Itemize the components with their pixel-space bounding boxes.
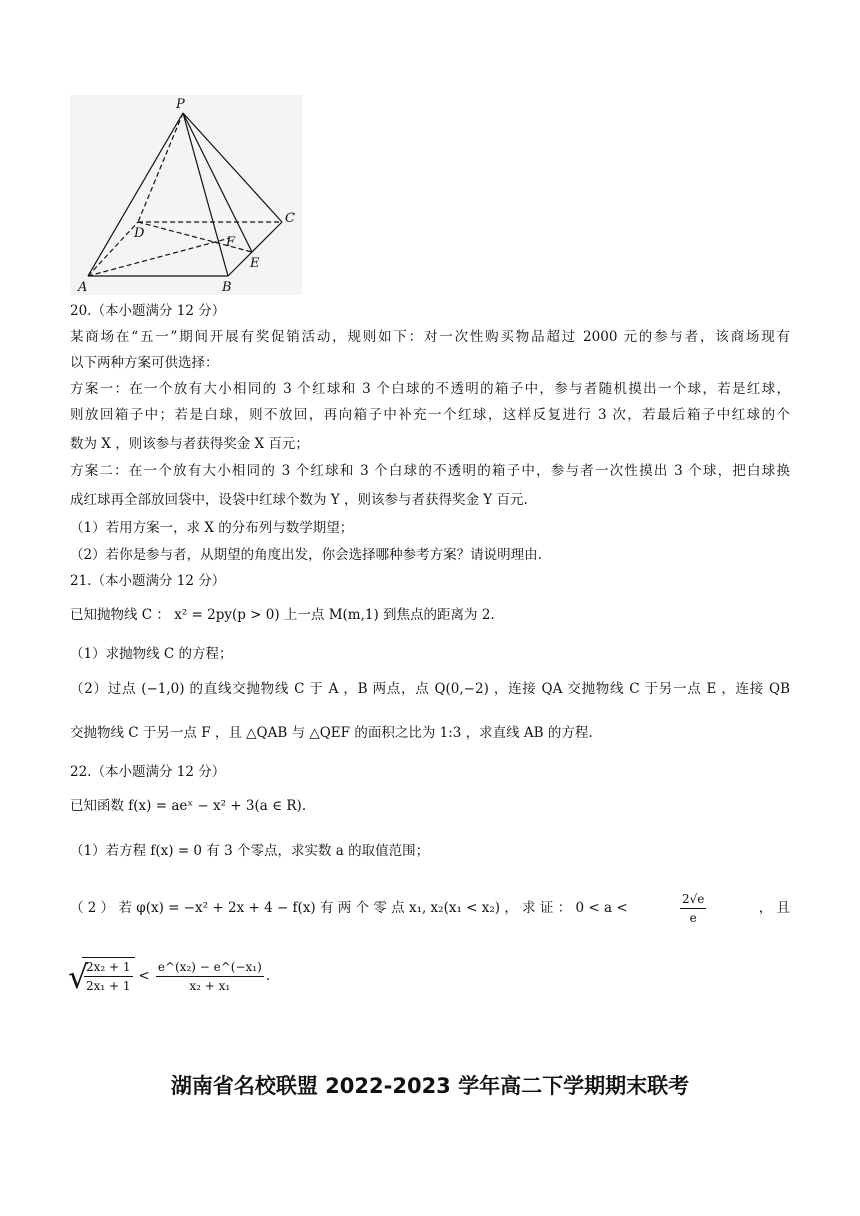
q22-line-2: （1）若方程 f(x) = 0 有 3 个零点，求实数 a 的取值范围；	[70, 843, 430, 859]
q20-line-7: 成红球再全部放回袋中，设袋中红球个数为 Y ，则该参与者获得奖金 Y 百元.	[70, 492, 528, 508]
q21-line-3: （2）过点 (−1,0) 的直线交抛物线 C 于 A ，B 两点，点 Q(0,−2) ，连接 QA 交抛物线 C 于另一点 E ，连接 QB	[70, 681, 790, 697]
q20-header: 20.（本小题满分 12 分）	[70, 303, 226, 319]
pyramid-figure	[70, 95, 302, 295]
q21-line-1: 已知抛物线 C ： x² = 2py(p > 0) 上一点 M(m,1) 到焦点的距离为 2.	[70, 607, 495, 623]
label-B: B	[222, 280, 232, 295]
label-D: D	[134, 226, 145, 241]
q20-line-2: 以下两种方案可供选择：	[70, 355, 219, 371]
q22-header: 22.（本小题满分 12 分）	[70, 764, 226, 780]
label-E: E	[250, 256, 260, 271]
q22-rhs-fraction	[156, 958, 264, 995]
q22-line-3-text: （ 2 ） 若 φ(x) = −x² + 2x + 4 − f(x) 有 两 个 零 点 x₁, x₂(x₁ < x₂) ， 求 证 ： 0 < a <	[70, 900, 628, 916]
q22-line-4	[70, 948, 790, 1004]
q22-bound-fraction	[680, 890, 706, 927]
label-F: F	[226, 235, 236, 250]
q20-line-4: 则放回箱子中；若是白球，则不放回，再向箱子中补充一个红球，这样反复进行 3 次，若最后箱子中红球的个	[70, 407, 790, 423]
exam-title: 湖南省名校联盟 2022-2023 学年高二下学期期末联考	[170, 1074, 690, 1098]
q22-sqrt-fraction	[84, 958, 133, 995]
q21-header: 21.（本小题满分 12 分）	[70, 573, 226, 589]
q22-bound-numerator: 2√e	[680, 890, 706, 909]
pyramid-diagram	[70, 95, 302, 295]
q22-rhs-numerator: e^(x₂) − e^(−x₁)	[156, 958, 264, 977]
q22-sqrt-numerator: √ 2x₂ + 1	[84, 958, 133, 977]
q20-line-3: 方案一：在一个放有大小相同的 3 个红球和 3 个白球的不透明的箱子中，参与者随机摸出一个球，若是红球，	[70, 381, 790, 397]
q20-line-5: 数为 X ，则该参与者获得奖金 X 百元；	[70, 436, 309, 452]
q21-line-2: （1）求抛物线 C 的方程；	[70, 646, 233, 662]
q22-rhs-denominator: x₂ + x₁	[189, 978, 231, 993]
q22-less-than: <	[138, 968, 150, 984]
q20-line-6: 方案二：在一个放有大小相同的 3 个红球和 3 个白球的不透明的箱子中，参与者一次性摸出 3 个球，把白球换	[70, 463, 790, 479]
q20-line-8: （1）若用方案一，求 X 的分布列与数学期望；	[70, 520, 354, 536]
q22-line-3	[70, 886, 790, 930]
q22-line-1: 已知函数 f(x) = aeˣ − x² + 3(a ∈ R).	[70, 798, 307, 814]
q22-sqrt-denominator: 2x₁ + 1	[86, 979, 131, 993]
q22-line-3-end: ， 且	[758, 900, 790, 916]
q22-line-4-end: .	[265, 968, 271, 984]
q20-line-1: 某商场在“五一”期间开展有奖促销活动，规则如下：对一次性购买物品超过 2000 元的参与者，该商场现有	[70, 329, 790, 345]
label-C: C	[285, 211, 295, 226]
label-A: A	[78, 280, 88, 295]
label-P: P	[176, 97, 185, 112]
q20-line-9: （2）若你是参与者，从期望的角度出发，你会选择哪种参考方案？请说明理由.	[70, 547, 542, 563]
q22-sqrt	[70, 957, 135, 995]
q22-bound-denominator: e	[689, 910, 697, 925]
q21-line-4: 交抛物线 C 于另一点 F ，且 △QAB 与 △QEF 的面积之比为 1:3 ，求直线 AB 的方程.	[70, 725, 593, 741]
